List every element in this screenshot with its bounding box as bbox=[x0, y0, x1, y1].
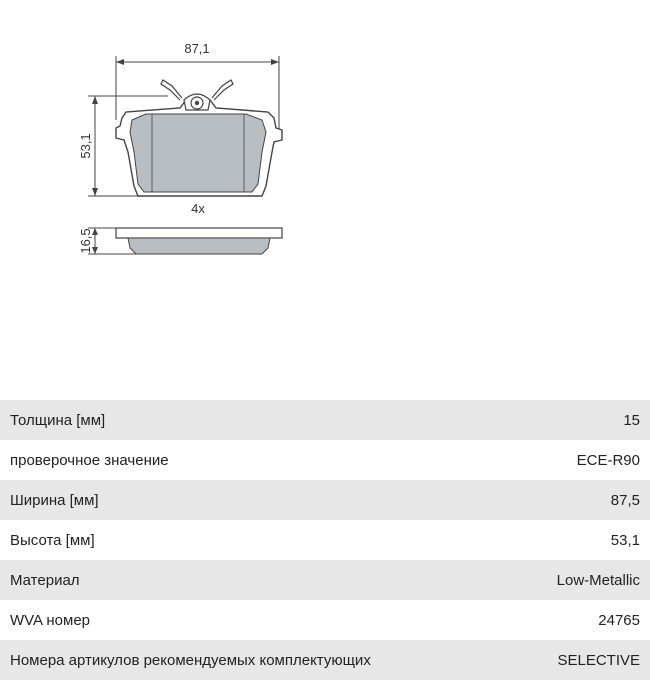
height-dimension-label: 53,1 bbox=[78, 133, 93, 159]
spec-row-recommended-parts bbox=[0, 640, 650, 680]
spec-label: Высота [мм] bbox=[10, 531, 95, 549]
spec-value: Low-Metallic bbox=[556, 571, 640, 589]
spec-label: WVA номер bbox=[10, 611, 91, 629]
mounting-hole-center bbox=[195, 101, 199, 105]
spec-value: 53,1 bbox=[610, 531, 640, 549]
spec-label: Материал bbox=[10, 571, 80, 589]
spec-label: Толщина [мм] bbox=[10, 411, 106, 429]
spec-value: ECE-R90 bbox=[576, 451, 640, 469]
spec-label: Ширина [мм] bbox=[10, 491, 99, 509]
spec-row-width bbox=[0, 480, 650, 520]
spec-label: проверочное значение bbox=[10, 451, 169, 469]
spec-value: 15 bbox=[623, 411, 640, 429]
specifications-table bbox=[0, 400, 650, 680]
side-friction-material bbox=[128, 238, 270, 254]
spec-row-wva-number bbox=[0, 600, 650, 640]
width-dimension-label: 87,1 bbox=[184, 41, 210, 56]
thickness-dimension-label: 16,5 bbox=[78, 228, 93, 254]
brake-pad-side-view bbox=[116, 228, 282, 254]
side-backing-plate bbox=[116, 228, 282, 238]
spec-row-thickness bbox=[0, 400, 650, 440]
spec-label: Номера артикулов рекомендуемых комплектующих bbox=[10, 651, 371, 669]
quantity-label: 4x bbox=[191, 201, 205, 216]
brake-pad-front-view bbox=[116, 80, 282, 196]
spec-value: SELECTIVE bbox=[557, 651, 640, 669]
spec-row-height bbox=[0, 520, 650, 560]
spec-row-test-value bbox=[0, 440, 650, 480]
friction-material bbox=[130, 114, 266, 192]
spec-value: 87,5 bbox=[610, 491, 640, 509]
spec-row-material bbox=[0, 560, 650, 600]
spec-value: 24765 bbox=[598, 611, 640, 629]
